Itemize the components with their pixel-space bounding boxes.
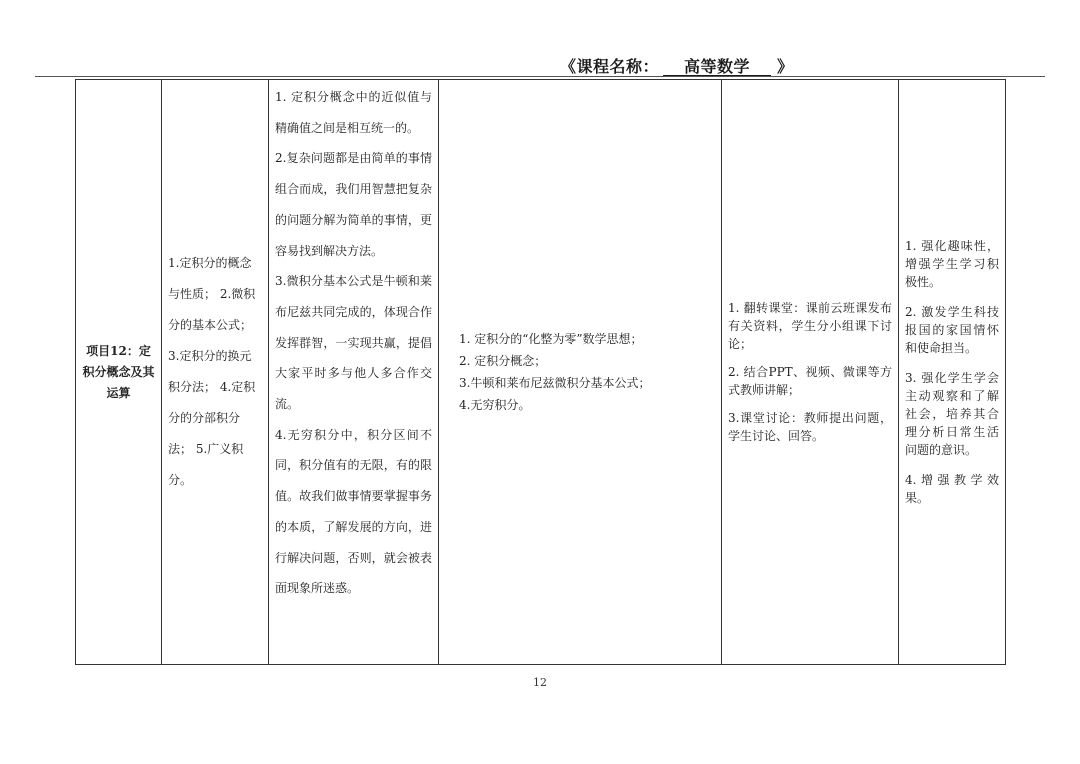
topic-item: 1.定积分的概念与性质； <box>168 256 252 301</box>
goals-cell <box>899 80 1006 665</box>
methods-cell <box>722 80 899 665</box>
page-number: 12 <box>533 676 547 689</box>
ideology-item: 2.复杂问题都是由简单的事情组合而成，我们用智慧把复杂的问题分解为简单的事情，更容易找到解决方法。 <box>275 151 432 258</box>
goal-item: 1. 强化趣味性，增强学生学习积极性。 <box>905 239 999 289</box>
course-header-suffix: 》 <box>777 57 794 76</box>
content-item: 1. 定积分的“化整为零”数学思想； <box>459 332 643 346</box>
topic-item: 4.定积分的分部积分法； <box>168 380 256 456</box>
course-header <box>560 54 880 77</box>
method-item: 3.课堂讨论：教师提出问题，学生讨论、回答。 <box>728 411 892 443</box>
content-item: 3.牛顿和莱布尼兹微积分基本公式； <box>459 376 651 390</box>
goal-item: 2. 激发学生科技报国的家国情怀和使命担当。 <box>905 305 999 355</box>
course-header-prefix: 《课程名称： <box>560 57 660 76</box>
ideology-cell <box>269 80 439 665</box>
ideology-item: 3.微积分基本公式是牛顿和莱布尼兹共同完成的，体现合作发挥群智，一实现共赢，提倡大家平时多与他人多合作交流。 <box>275 274 432 412</box>
course-name: 高等数学 <box>663 58 771 76</box>
project-title-cell <box>76 80 162 665</box>
topic-item: 2.微积分的基本公式； <box>168 287 256 332</box>
goal-item: 4.增强教学效果。 <box>905 473 999 505</box>
topics-cell <box>162 80 269 665</box>
ideology-item: 4.无穷积分中，积分区间不同，积分值有的无限，有的限值。故我们做事情要掌握事务的本质，了解发展的方向，进行解决问题，否则，就会被表面现象所迷惑。 <box>275 427 432 596</box>
content-item: 4.无穷积分。 <box>459 398 531 412</box>
project-title: 项目12：定积分概念及其运算 <box>82 343 155 400</box>
content-item: 2. 定积分概念； <box>459 354 547 368</box>
content-cell <box>439 80 722 665</box>
topic-item: 5.广义积分。 <box>168 442 244 487</box>
lesson-plan-table <box>75 79 1006 665</box>
ideology-item: 1. 定积分概念中的近似值与精确值之间是相互统一的。 <box>275 90 432 135</box>
method-item: 2. 结合PPT、视频、微课等方式教师讲解； <box>728 365 892 397</box>
table-row <box>76 80 1006 665</box>
method-item: 1. 翻转课堂：课前云班课发布有关资料，学生分小组课下讨论； <box>728 301 892 351</box>
goal-item: 3. 强化学生学会主动观察和了解社会，培养其合理分析日常生活问题的意识。 <box>905 371 999 457</box>
topic-item: 3.定积分的换元积分法； <box>168 349 252 394</box>
header-rule <box>35 76 1045 77</box>
